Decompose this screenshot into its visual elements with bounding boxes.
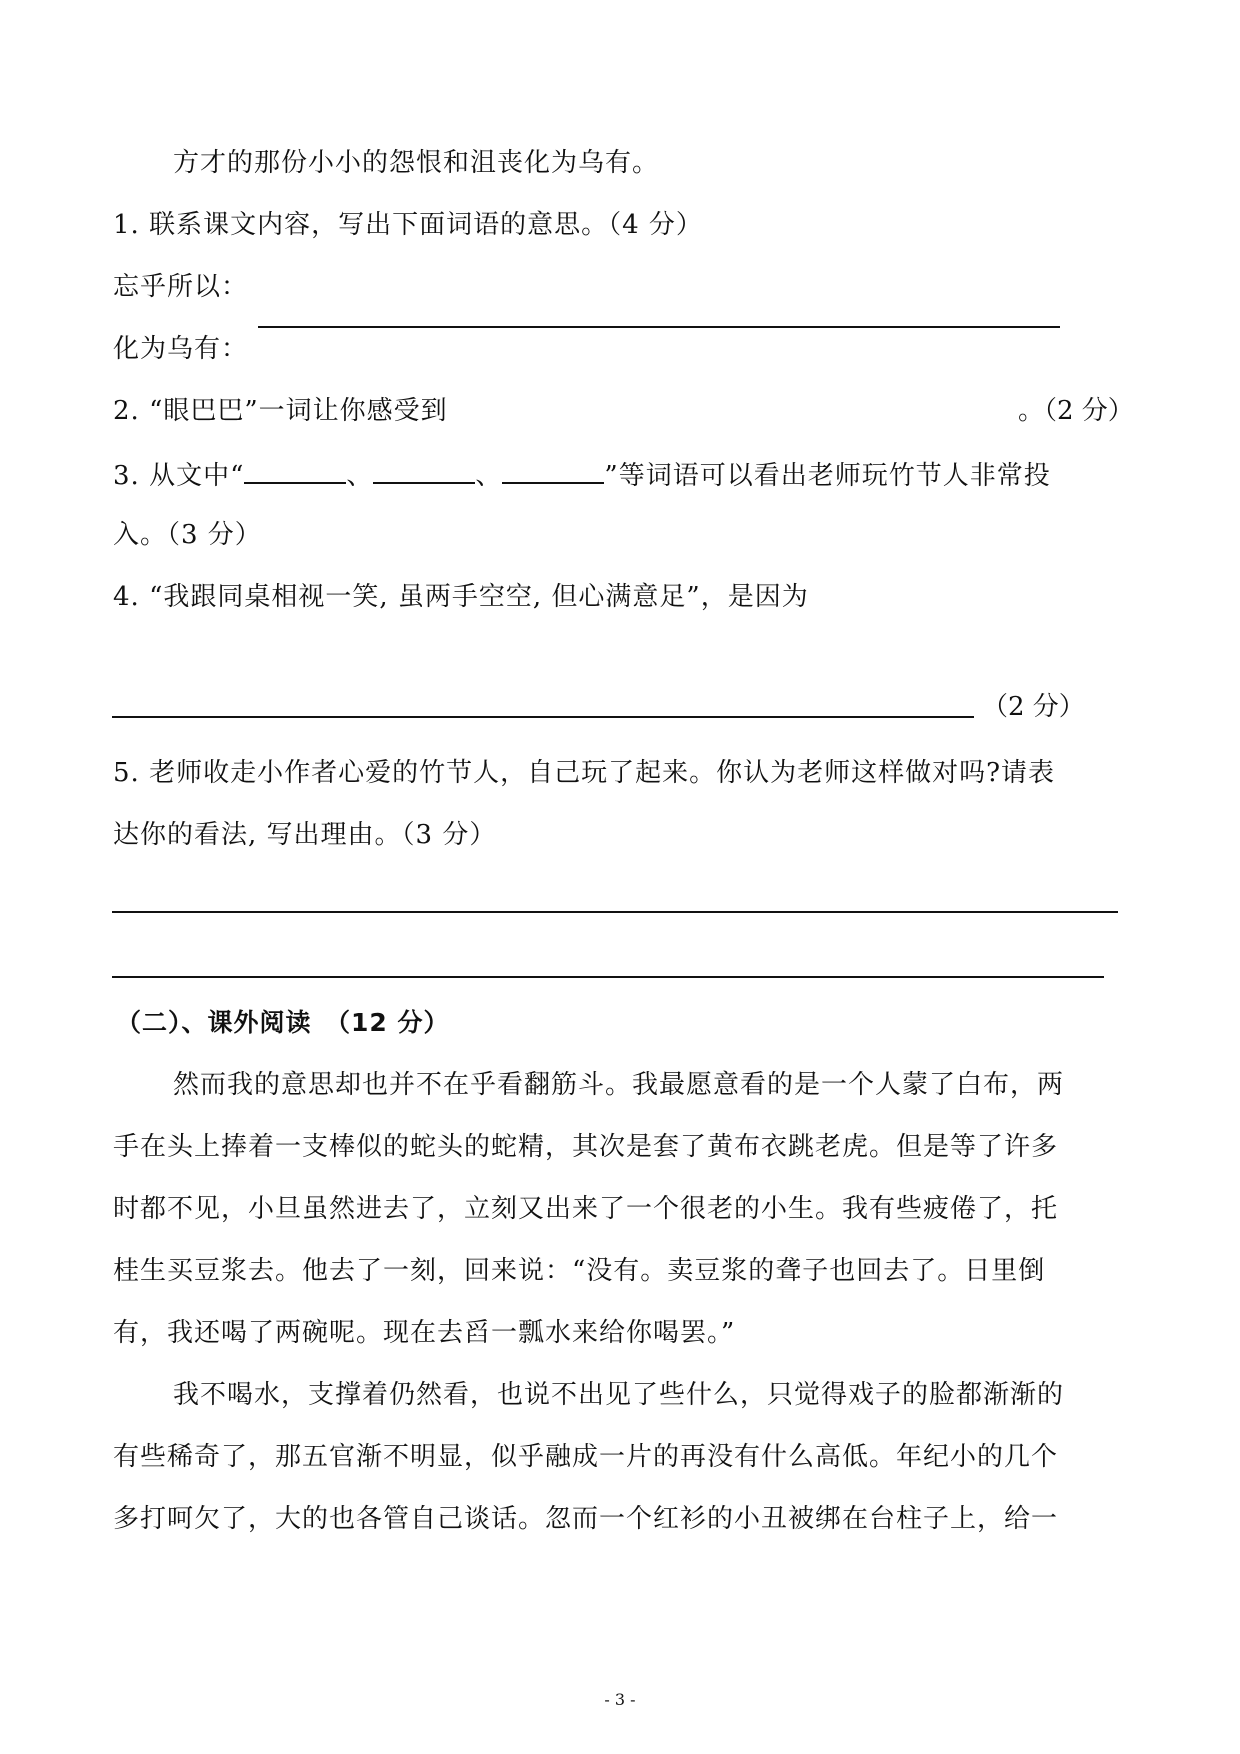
reading-p2-line-2: 有些稀奇了，那五官渐不明显，似乎融成一片的再没有什么高低。年纪小的几个 (113, 1442, 1059, 1472)
question-1-term-1: 忘乎所以： (113, 272, 249, 302)
question-3-suffix: ”等词语可以看出老师玩竹节人非常投 (604, 461, 1051, 491)
question-1-term-2: 化为乌有： (113, 334, 249, 364)
question-2-score: 。（2 分） (1018, 396, 1134, 426)
reading-p1-line-4: 桂生买豆浆去。他去了一刻，回来说：“没有。卖豆浆的聋子也回去了。日里倒 (113, 1256, 1046, 1286)
reading-p1-line-2: 手在头上捧着一支棒似的蛇头的蛇精，其次是套了黄布衣跳老虎。但是等了许多 (113, 1132, 1059, 1162)
question-3-blank-2[interactable] (373, 456, 475, 484)
question-4-prompt: 4. “我跟同桌相视一笑, 虽两手空空, 但心满意足”，是因为 (113, 582, 809, 612)
question-5-answer-line-1[interactable] (112, 911, 1118, 913)
reading-p1-line-1: 然而我的意思却也并不在乎看翻筋斗。我最愿意看的是一个人蒙了白布，两 (173, 1070, 1065, 1100)
question-5-line-2: 达你的看法, 写出理由。（3 分） (113, 820, 497, 850)
section-2-heading: （二）、课外阅读 （12 分） (116, 1008, 450, 1037)
question-3-sep-1: 、 (346, 461, 374, 491)
question-2-prompt: 2. “眼巴巴”一词让你感受到 (113, 396, 448, 426)
question-3-line-2: 入。（3 分） (113, 520, 262, 550)
reading-p1-line-3: 时都不见，小旦虽然进去了，立刻又出来了一个很老的小生。我有些疲倦了，托 (113, 1194, 1059, 1224)
page-number: - 3 - (604, 1690, 636, 1709)
question-4-answer-line[interactable] (112, 716, 974, 718)
reading-p2-line-1: 我不喝水，支撑着仍然看，也说不出见了些什么，只觉得戏子的脸都渐渐的 (173, 1380, 1065, 1410)
question-3-sep-2: 、 (475, 461, 503, 491)
question-3-line-1 (113, 456, 1051, 493)
question-4-score: （2 分） (982, 692, 1085, 722)
question-3-prefix: 3. 从文中“ (113, 461, 245, 491)
question-5-line-1: 5. 老师收走小作者心爱的竹节人，自己玩了起来。你认为老师这样做对吗?请表 (113, 758, 1056, 788)
reading-p1-line-5: 有，我还喝了两碗呢。现在去舀一瓢水来给你喝罢。” (113, 1318, 736, 1348)
question-3-blank-1[interactable] (244, 456, 346, 484)
question-1-prompt: 1. 联系课文内容，写出下面词语的意思。（4 分） (113, 210, 703, 240)
reading-p2-line-3: 多打呵欠了，大的也各管自己谈话。忽而一个红衫的小丑被绑在台柱子上，给一 (113, 1504, 1059, 1534)
question-1-answer-line-1[interactable] (258, 326, 1060, 328)
question-3-blank-3[interactable] (502, 456, 604, 484)
question-5-answer-line-2[interactable] (112, 976, 1104, 978)
passage-tail-text: 方才的那份小小的怨恨和沮丧化为乌有。 (173, 148, 660, 178)
